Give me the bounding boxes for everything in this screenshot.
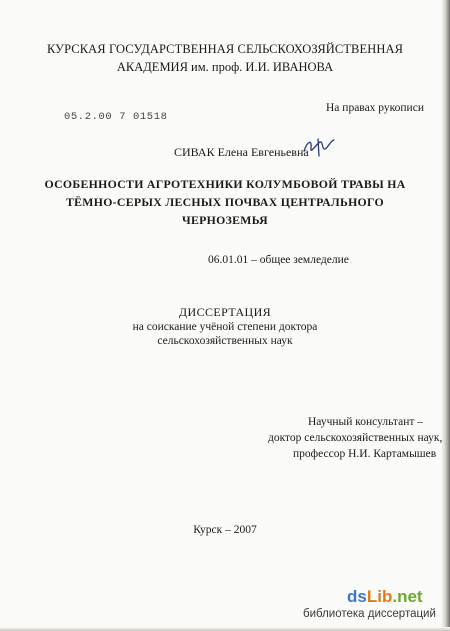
advisor-line-2: доктор сельскохозяйственных наук, bbox=[268, 432, 443, 444]
institution-line-1: КУРСКАЯ ГОСУДАРСТВЕННАЯ СЕЛЬСКОХОЗЯЙСТВЕННАЯ bbox=[46, 42, 404, 56]
logo-net: .net bbox=[392, 587, 423, 606]
degree-line-1: на соискание учёной степени доктора bbox=[132, 321, 318, 333]
signature-icon bbox=[300, 136, 340, 158]
advisor-line-1: Научный консультант – bbox=[308, 416, 423, 428]
dissertation-title-line-1: ОСОБЕННОСТИ АГРОТЕХНИКИ КОЛУМБОВОЙ ТРАВЫ НА bbox=[44, 177, 406, 191]
dissertation-title-line-3: ЧЕРНОЗЕМЬЯ bbox=[181, 213, 268, 227]
degree-line-2: сельскохозяйственных наук bbox=[157, 335, 293, 347]
rights-note: На правах рукописи bbox=[326, 102, 424, 114]
institution-line-2: АКАДЕМИЯ им. проф. И.И. ИВАНОВА bbox=[116, 60, 334, 74]
dissertation-title-line-2: ТЁМНО-СЕРЫХ ЛЕСНЫХ ПОЧВАХ ЦЕНТРАЛЬНОГО bbox=[65, 195, 385, 209]
specialty-code: 06.01.01 – общее земледелие bbox=[208, 254, 349, 266]
page-bottom-shadow bbox=[0, 627, 450, 631]
registration-stamp: 05.2.00 7 01518 bbox=[64, 111, 168, 123]
author-name: СИВАК Елена Евгеньевна bbox=[174, 145, 309, 159]
place-year: Курск – 2007 bbox=[193, 524, 257, 536]
dslib-logo[interactable] bbox=[347, 588, 423, 605]
logo-lib: Lib bbox=[366, 587, 393, 606]
dissertation-heading: ДИССЕРТАЦИЯ bbox=[178, 305, 272, 319]
logo-ds: ds bbox=[347, 587, 367, 606]
watermark-caption: библиотека диссертаций bbox=[303, 608, 436, 620]
advisor-line-3: профессор Н.И. Картамышев bbox=[293, 448, 437, 460]
